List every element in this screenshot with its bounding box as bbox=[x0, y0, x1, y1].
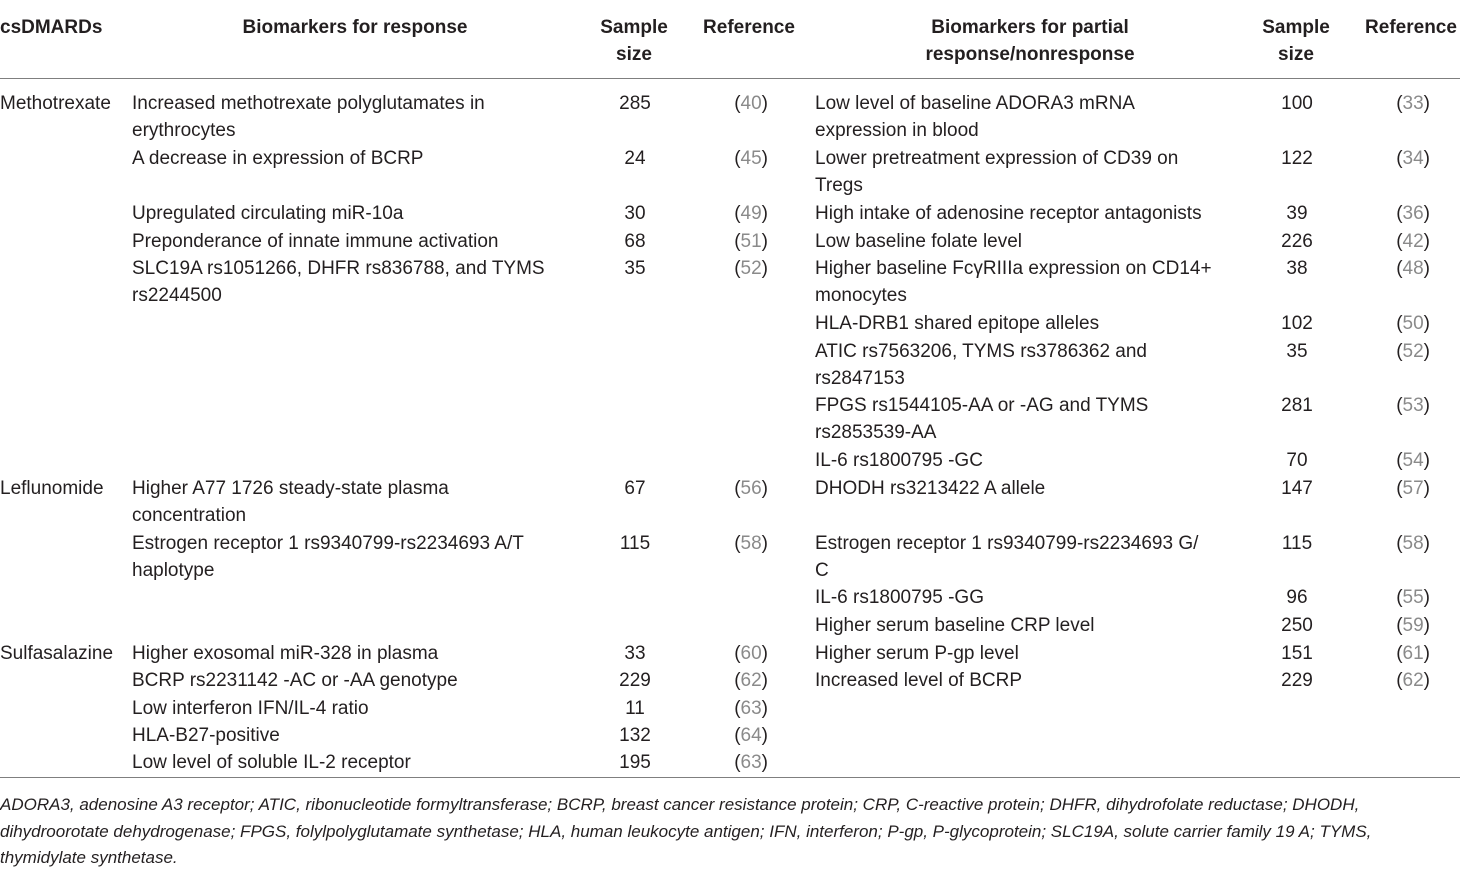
partial-row-reference[interactable] bbox=[1352, 612, 1430, 639]
partial-row-reference[interactable] bbox=[1352, 145, 1430, 172]
partial-row-biomarker bbox=[815, 392, 1148, 447]
reference-number[interactable]: 45 bbox=[740, 148, 762, 169]
reference-number[interactable]: 61 bbox=[1402, 643, 1424, 664]
partial-row-biomarker-line: ATIC rs7563206, TYMS rs3786362 and bbox=[815, 341, 1147, 362]
paren-open: ( bbox=[734, 698, 741, 719]
footnote-line-3: thymidylate synthetase. bbox=[0, 848, 178, 867]
paren-close: ) bbox=[761, 258, 768, 279]
response-row-biomarker bbox=[132, 667, 458, 694]
paren-close: ) bbox=[1423, 231, 1430, 252]
paren-open: ( bbox=[1396, 148, 1403, 169]
partial-row-sample-size: 102 bbox=[1281, 313, 1313, 334]
reference-number[interactable]: 58 bbox=[740, 533, 762, 554]
header-sample-size-2-line2: size bbox=[1278, 44, 1314, 65]
partial-row-biomarker-line: Estrogen receptor 1 rs9340799-rs2234693 G/ bbox=[815, 533, 1199, 554]
partial-row-biomarker bbox=[815, 530, 1198, 585]
response-row-biomarker bbox=[132, 695, 369, 722]
partial-row-biomarker-line: IL-6 rs1800795 -GC bbox=[815, 450, 983, 471]
footnote-line-1: ADORA3, adenosine A3 receptor; ATIC, ribonucleotide formyltransferase; BCRP, breast cancer resistance protein; CRP, C-reactive protein; DHFR, dihydrofolate reductase; DHODH, bbox=[0, 795, 1360, 814]
header-sample-size-1-line1: Sample bbox=[600, 17, 668, 38]
partial-row-biomarker-line: Low baseline folate level bbox=[815, 231, 1023, 252]
response-row-biomarker bbox=[132, 749, 411, 776]
partial-row-sample-size: 100 bbox=[1281, 93, 1313, 114]
reference-number[interactable]: 56 bbox=[740, 478, 762, 499]
paren-close: ) bbox=[761, 752, 768, 773]
paren-close: ) bbox=[1423, 643, 1430, 664]
table-footnote bbox=[0, 792, 1460, 872]
response-row-biomarker-line: Increased methotrexate polyglutamates in bbox=[132, 93, 485, 114]
response-row-sample-size: 33 bbox=[624, 643, 646, 664]
paren-open: ( bbox=[1396, 670, 1403, 691]
paren-open: ( bbox=[734, 258, 741, 279]
reference-number[interactable]: 54 bbox=[1402, 450, 1424, 471]
paren-close: ) bbox=[1423, 615, 1430, 636]
paren-open: ( bbox=[734, 93, 741, 114]
header-biomarkers-partial-line1: Biomarkers for partial bbox=[931, 17, 1129, 38]
paren-close: ) bbox=[1423, 478, 1430, 499]
response-row-biomarker bbox=[132, 145, 424, 172]
partial-row-reference[interactable] bbox=[1352, 338, 1430, 365]
header-biomarkers-partial-line2: response/nonresponse bbox=[925, 44, 1135, 65]
partial-row-biomarker-line: IL-6 rs1800795 -GG bbox=[815, 587, 984, 608]
response-row-sample-size: 35 bbox=[624, 258, 646, 279]
paren-open: ( bbox=[1396, 587, 1403, 608]
partial-row-biomarker-line: Tregs bbox=[815, 175, 863, 197]
response-row-reference[interactable] bbox=[690, 145, 768, 172]
paren-open: ( bbox=[1396, 450, 1403, 471]
response-row-biomarker-line: Estrogen receptor 1 rs9340799-rs2234693 A/T bbox=[132, 533, 524, 554]
response-row-reference[interactable] bbox=[690, 749, 768, 776]
paren-open: ( bbox=[1396, 341, 1403, 362]
paren-close: ) bbox=[1423, 670, 1430, 691]
response-row-biomarker bbox=[132, 200, 403, 227]
partial-row-sample-size: 38 bbox=[1286, 258, 1308, 279]
paren-close: ) bbox=[1423, 148, 1430, 169]
header-csdmards: csDMARDs bbox=[0, 17, 103, 38]
header-sample-size-2-line1: Sample bbox=[1262, 17, 1330, 38]
partial-row-biomarker bbox=[815, 255, 1212, 310]
response-row-reference[interactable] bbox=[690, 255, 768, 282]
partial-row-biomarker bbox=[815, 90, 1135, 145]
partial-row-reference[interactable] bbox=[1352, 90, 1430, 117]
response-row-biomarker-line: Higher A77 1726 steady-state plasma bbox=[132, 478, 449, 499]
paren-open: ( bbox=[734, 670, 741, 691]
response-row-biomarker-line: BCRP rs2231142 -AC or -AA genotype bbox=[132, 670, 458, 691]
partial-row-biomarker bbox=[815, 145, 1178, 200]
footnote-line-2: dihydroorotate dehydrogenase; FPGS, folylpolyglutamate synthetase; HLA, human leukocyte antigen; IFN, interferon; P-gp, P-glycoprotein; SLC19A, solute carrier family 19 A; TYMS, bbox=[0, 821, 1372, 841]
response-row-biomarker-line: SLC19A rs1051266, DHFR rs836788, and TYMS bbox=[132, 258, 545, 279]
partial-row-sample-size: 226 bbox=[1281, 231, 1313, 252]
response-row-sample-size: 11 bbox=[625, 698, 645, 719]
partial-row-biomarker bbox=[815, 612, 1095, 639]
paren-open: ( bbox=[1396, 203, 1403, 224]
response-row-reference[interactable] bbox=[690, 667, 768, 694]
response-row-reference[interactable] bbox=[690, 530, 768, 557]
header-sample-size-1-line2: size bbox=[616, 44, 652, 65]
partial-row-reference[interactable] bbox=[1352, 392, 1430, 419]
partial-row-biomarker bbox=[815, 338, 1147, 393]
paren-close: ) bbox=[1423, 450, 1430, 471]
reference-number[interactable]: 49 bbox=[740, 203, 762, 224]
paren-open: ( bbox=[1396, 93, 1403, 114]
response-row-sample-size: 30 bbox=[624, 203, 646, 224]
reference-number[interactable]: 52 bbox=[740, 258, 762, 279]
partial-row-sample-size: 147 bbox=[1281, 478, 1313, 499]
response-row-biomarker-line: rs2244500 bbox=[132, 285, 222, 307]
header-sample-size-2 bbox=[1250, 14, 1342, 68]
response-row-biomarker bbox=[132, 475, 449, 530]
partial-row-biomarker-line: rs2853539-AA bbox=[815, 422, 937, 444]
header-reference-1: Reference bbox=[703, 17, 795, 38]
partial-row-reference[interactable] bbox=[1352, 310, 1430, 337]
response-row-sample-size: 67 bbox=[624, 478, 646, 499]
header-sample-size-1 bbox=[588, 14, 680, 68]
paren-open: ( bbox=[1396, 395, 1403, 416]
reference-number[interactable]: 42 bbox=[1402, 231, 1424, 252]
header-rule bbox=[0, 78, 1460, 79]
paren-close: ) bbox=[1423, 341, 1430, 362]
paren-close: ) bbox=[761, 533, 768, 554]
response-row-reference[interactable] bbox=[690, 90, 768, 117]
paren-open: ( bbox=[1396, 478, 1403, 499]
reference-number[interactable]: 48 bbox=[1402, 258, 1424, 279]
partial-row-biomarker bbox=[815, 584, 984, 611]
partial-row-reference[interactable] bbox=[1352, 584, 1430, 611]
paren-close: ) bbox=[761, 670, 768, 691]
paren-close: ) bbox=[761, 698, 768, 719]
partial-row-biomarker-line: monocytes bbox=[815, 285, 907, 307]
reference-number[interactable]: 36 bbox=[1402, 203, 1424, 224]
reference-number[interactable]: 63 bbox=[740, 752, 762, 773]
paren-close: ) bbox=[1423, 587, 1430, 608]
response-row-reference[interactable] bbox=[690, 722, 768, 749]
partial-row-biomarker-line: expression in blood bbox=[815, 120, 979, 142]
paren-close: ) bbox=[1423, 203, 1430, 224]
response-row-biomarker-line: Low level of soluble IL-2 receptor bbox=[132, 752, 411, 773]
partial-row-sample-size: 70 bbox=[1286, 450, 1308, 471]
partial-row-biomarker-line: rs2847153 bbox=[815, 368, 905, 390]
response-row-reference[interactable] bbox=[690, 200, 768, 227]
paren-open: ( bbox=[734, 478, 741, 499]
reference-number[interactable]: 64 bbox=[740, 725, 762, 746]
partial-row-sample-size: 151 bbox=[1281, 643, 1313, 664]
partial-row-biomarker bbox=[815, 228, 1022, 255]
reference-number[interactable]: 52 bbox=[1402, 341, 1424, 362]
response-row-sample-size: 132 bbox=[619, 725, 651, 746]
response-row-biomarker bbox=[132, 640, 438, 667]
header-biomarkers-partial bbox=[815, 14, 1245, 68]
paren-close: ) bbox=[1423, 258, 1430, 279]
paren-close: ) bbox=[761, 148, 768, 169]
response-row-biomarker-line: erythrocytes bbox=[132, 120, 236, 142]
partial-row-biomarker-line: High intake of adenosine receptor antagonists bbox=[815, 203, 1202, 224]
reference-number[interactable]: 50 bbox=[1402, 313, 1424, 334]
paren-open: ( bbox=[734, 203, 741, 224]
reference-number[interactable]: 33 bbox=[1402, 93, 1424, 114]
response-row-sample-size: 24 bbox=[624, 148, 646, 169]
paren-open: ( bbox=[1396, 533, 1403, 554]
partial-row-biomarker-line: Lower pretreatment expression of CD39 on bbox=[815, 148, 1179, 169]
partial-row-biomarker-line: DHODH rs3213422 A allele bbox=[815, 478, 1046, 499]
partial-row-biomarker bbox=[815, 200, 1202, 227]
partial-row-biomarker-line: Higher serum baseline CRP level bbox=[815, 615, 1095, 636]
header-reference-2: Reference bbox=[1365, 17, 1457, 38]
response-row-reference[interactable] bbox=[690, 475, 768, 502]
partial-row-biomarker bbox=[815, 667, 1022, 694]
response-row-reference[interactable] bbox=[690, 695, 768, 722]
partial-row-sample-size: 96 bbox=[1286, 587, 1308, 608]
response-row-biomarker-line: A decrease in expression of BCRP bbox=[132, 148, 424, 169]
reference-number[interactable]: 57 bbox=[1402, 478, 1424, 499]
paren-close: ) bbox=[761, 725, 768, 746]
paren-close: ) bbox=[761, 643, 768, 664]
partial-row-biomarker-line: C bbox=[815, 560, 829, 582]
response-row-sample-size: 195 bbox=[619, 752, 651, 773]
partial-row-sample-size: 281 bbox=[1281, 395, 1313, 416]
partial-row-biomarker bbox=[815, 310, 1099, 337]
bottom-rule bbox=[0, 777, 1460, 778]
partial-row-biomarker-line: FPGS rs1544105-AA or -AG and TYMS bbox=[815, 395, 1149, 416]
response-row-biomarker-line: Preponderance of innate immune activation bbox=[132, 231, 499, 252]
response-row-biomarker bbox=[132, 255, 545, 310]
partial-row-sample-size: 39 bbox=[1286, 203, 1308, 224]
partial-row-sample-size: 35 bbox=[1286, 341, 1308, 362]
drug-sulfasalazine: Sulfasalazine bbox=[0, 643, 114, 664]
reference-number[interactable]: 34 bbox=[1402, 148, 1424, 169]
paren-open: ( bbox=[734, 643, 741, 664]
response-row-reference[interactable] bbox=[690, 228, 768, 255]
partial-row-reference[interactable] bbox=[1352, 475, 1430, 502]
partial-row-sample-size: 122 bbox=[1281, 148, 1313, 169]
response-row-sample-size: 229 bbox=[619, 670, 651, 691]
paren-open: ( bbox=[1396, 258, 1403, 279]
partial-row-reference[interactable] bbox=[1352, 447, 1430, 474]
paren-open: ( bbox=[734, 148, 741, 169]
response-row-reference[interactable] bbox=[690, 640, 768, 667]
reference-number[interactable]: 40 bbox=[740, 93, 762, 114]
paren-open: ( bbox=[1396, 231, 1403, 252]
partial-row-reference[interactable] bbox=[1352, 667, 1430, 694]
response-row-sample-size: 68 bbox=[624, 231, 646, 252]
drug-leflunomide: Leflunomide bbox=[0, 478, 104, 499]
partial-row-biomarker bbox=[815, 640, 1019, 667]
response-row-biomarker-line: Upregulated circulating miR-10a bbox=[132, 203, 404, 224]
response-row-biomarker-line: HLA-B27-positive bbox=[132, 725, 280, 746]
header-biomarkers-response: Biomarkers for response bbox=[242, 17, 468, 38]
reference-number[interactable]: 55 bbox=[1402, 587, 1424, 608]
paren-close: ) bbox=[761, 93, 768, 114]
response-row-biomarker-line: haplotype bbox=[132, 560, 215, 582]
partial-row-biomarker bbox=[815, 475, 1045, 502]
partial-row-reference[interactable] bbox=[1352, 530, 1430, 557]
paren-open: ( bbox=[734, 533, 741, 554]
response-row-biomarker bbox=[132, 722, 280, 749]
response-row-biomarker bbox=[132, 228, 499, 255]
partial-row-biomarker-line: Increased level of BCRP bbox=[815, 670, 1022, 691]
paren-close: ) bbox=[1423, 93, 1430, 114]
paren-open: ( bbox=[734, 231, 741, 252]
response-row-sample-size: 285 bbox=[619, 93, 651, 114]
paren-close: ) bbox=[761, 203, 768, 224]
partial-row-biomarker bbox=[815, 447, 983, 474]
drug-methotrexate: Methotrexate bbox=[0, 93, 111, 114]
reference-number[interactable]: 60 bbox=[740, 643, 762, 664]
response-row-biomarker bbox=[132, 530, 524, 585]
reference-number[interactable]: 58 bbox=[1402, 533, 1424, 554]
partial-row-sample-size: 115 bbox=[1281, 533, 1313, 554]
paren-open: ( bbox=[1396, 313, 1403, 334]
paren-open: ( bbox=[734, 725, 741, 746]
partial-row-biomarker-line: Higher serum P-gp level bbox=[815, 643, 1019, 664]
partial-row-sample-size: 229 bbox=[1281, 670, 1313, 691]
partial-row-biomarker-line: Higher baseline FcγRIIIa expression on CD14+ bbox=[815, 258, 1212, 279]
partial-row-reference[interactable] bbox=[1352, 255, 1430, 282]
paren-close: ) bbox=[761, 478, 768, 499]
paren-close: ) bbox=[1423, 313, 1430, 334]
reference-number[interactable]: 62 bbox=[740, 670, 762, 691]
paren-open: ( bbox=[734, 752, 741, 773]
partial-row-reference[interactable] bbox=[1352, 200, 1430, 227]
response-row-biomarker-line: concentration bbox=[132, 505, 247, 527]
reference-number[interactable]: 53 bbox=[1402, 395, 1424, 416]
response-row-biomarker bbox=[132, 90, 485, 145]
paren-close: ) bbox=[761, 231, 768, 252]
partial-row-reference[interactable] bbox=[1352, 640, 1430, 667]
partial-row-reference[interactable] bbox=[1352, 228, 1430, 255]
partial-row-sample-size: 250 bbox=[1281, 615, 1313, 636]
paren-close: ) bbox=[1423, 395, 1430, 416]
paren-open: ( bbox=[1396, 643, 1403, 664]
partial-row-biomarker-line: Low level of baseline ADORA3 mRNA bbox=[815, 93, 1135, 114]
reference-number[interactable]: 62 bbox=[1402, 670, 1424, 691]
reference-number[interactable]: 63 bbox=[740, 698, 762, 719]
reference-number[interactable]: 51 bbox=[740, 231, 762, 252]
response-row-biomarker-line: Higher exosomal miR-328 in plasma bbox=[132, 643, 439, 664]
response-row-biomarker-line: Low interferon IFN/IL-4 ratio bbox=[132, 698, 369, 719]
paren-close: ) bbox=[1423, 533, 1430, 554]
reference-number[interactable]: 59 bbox=[1402, 615, 1424, 636]
paren-open: ( bbox=[1396, 615, 1403, 636]
partial-row-biomarker-line: HLA-DRB1 shared epitope alleles bbox=[815, 313, 1100, 334]
response-row-sample-size: 115 bbox=[619, 533, 651, 554]
